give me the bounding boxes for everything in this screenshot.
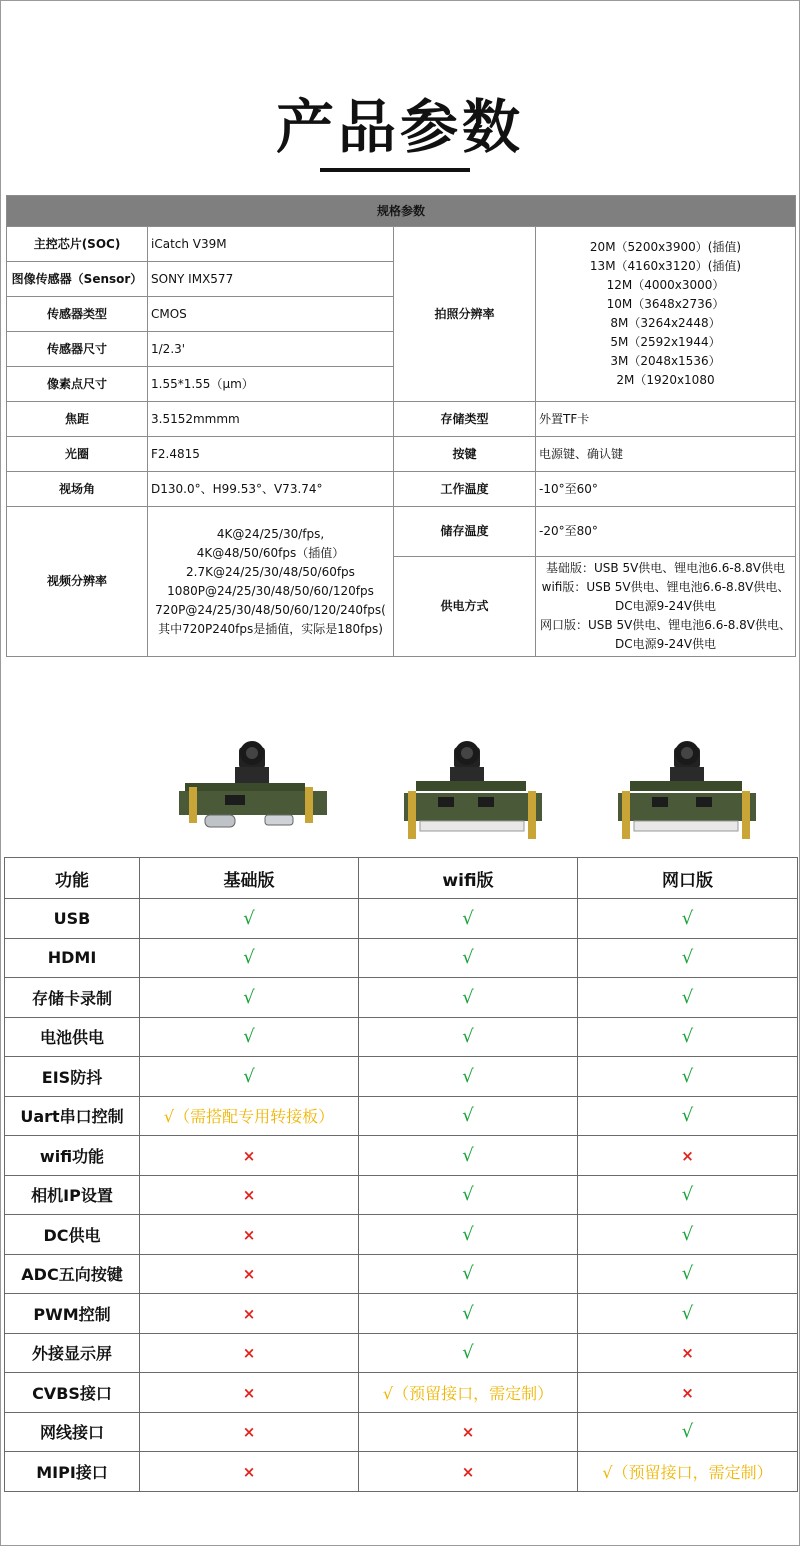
cross-mark: × [242, 1146, 256, 1165]
feature-row [5, 1294, 798, 1334]
video-res-line: 其中720P240fps是插值，实际是180fps) [158, 621, 383, 636]
feature-cell-ethernet [578, 1096, 798, 1136]
check-mark: √ [462, 1105, 474, 1127]
feature-cell-wifi [359, 899, 578, 939]
cross-mark: × [242, 1383, 256, 1402]
video-res-label: 视频分辨率 [7, 507, 148, 657]
feature-cell-ethernet [578, 1136, 798, 1176]
check-mark: √ [681, 907, 694, 929]
soc-value: iCatch V39M [148, 227, 394, 262]
photo-res-line: 20M（5200x3900）(插值) [589, 240, 742, 254]
check-mark: √ [681, 1421, 694, 1443]
feature-name: 相机IP设置 [5, 1175, 140, 1215]
check-mark: √ [243, 1026, 255, 1048]
feature-row [5, 899, 798, 939]
feature-cell-basic [140, 1452, 359, 1492]
video-res-line: 4K@24/25/30/fps, [216, 526, 325, 541]
power-line: wifi版：USB 5V供电、锂电池6.6-8.8V供电、 [541, 580, 790, 594]
page-title: 产品参数 [275, 93, 524, 161]
check-mark: √ [681, 1026, 694, 1048]
check-note: √（预留接口，需定制） [382, 1383, 554, 1403]
spec-table [6, 195, 796, 657]
aperture-value: F2.4815 [148, 437, 394, 472]
check-mark: √ [681, 986, 694, 1008]
feature-cell-basic [140, 1215, 359, 1255]
feature-cell-basic [140, 1294, 359, 1334]
feature-cell-ethernet [578, 1294, 798, 1334]
storage-type-value: 外置TF卡 [536, 402, 796, 437]
feature-row [5, 1373, 798, 1413]
photo-res-label: 拍照分辨率 [394, 227, 536, 402]
feature-row [5, 1452, 798, 1492]
photo-res-line: 3M（2048x1536） [610, 354, 721, 368]
header-wifi: wifi版 [359, 858, 578, 899]
feature-name: ADC五向按键 [5, 1254, 140, 1294]
header-basic: 基础版 [140, 858, 359, 899]
check-mark: √ [681, 1184, 694, 1206]
feature-name: HDMI [5, 938, 140, 978]
feature-name: wifi功能 [5, 1136, 140, 1176]
feature-row [5, 1175, 798, 1215]
check-mark: √ [462, 1184, 474, 1206]
feature-cell-ethernet [578, 1333, 798, 1373]
check-mark: √ [681, 1302, 694, 1324]
photo-res-values [536, 227, 796, 402]
feature-cell-basic [140, 1412, 359, 1452]
cross-mark: × [461, 1423, 475, 1442]
feature-cell-ethernet [578, 1175, 798, 1215]
check-mark: √ [462, 1302, 474, 1324]
feature-cell-ethernet [578, 899, 798, 939]
feature-cell-basic [140, 1333, 359, 1373]
cross-mark: × [681, 1383, 694, 1402]
sensor-size-label: 传感器尺寸 [7, 332, 148, 367]
cross-mark: × [242, 1423, 256, 1442]
feature-cell-basic [140, 1175, 359, 1215]
spec-header: 规格参数 [7, 196, 796, 227]
check-mark: √ [462, 1223, 474, 1245]
cross-mark: × [242, 1186, 256, 1205]
feature-cell-ethernet [578, 1373, 798, 1413]
video-res-line: 720P@24/25/30/48/50/60/120/240fps( [155, 602, 386, 617]
feature-cell-basic [140, 1136, 359, 1176]
video-res-values [148, 507, 394, 657]
photo-res-line: 2M（1920x1080 [616, 373, 715, 387]
photo-res-line: 5M（2592x1944） [610, 335, 721, 349]
pixel-size-label: 像素点尺寸 [7, 367, 148, 402]
feature-cell-wifi [359, 1373, 578, 1413]
video-res-line: 4K@48/50/60fps（插值） [196, 545, 345, 560]
feature-name: CVBS接口 [5, 1373, 140, 1413]
feature-cell-basic [140, 899, 359, 939]
camera-board-basic-image [175, 735, 330, 835]
feature-row [5, 1254, 798, 1294]
feature-name: USB [5, 899, 140, 939]
check-mark: √ [243, 947, 255, 969]
check-mark: √ [243, 1065, 255, 1087]
cross-mark: × [242, 1304, 256, 1323]
feature-cell-wifi [359, 1333, 578, 1373]
cross-mark: × [242, 1344, 256, 1363]
check-mark: √ [681, 1263, 694, 1285]
feature-cell-ethernet [578, 1057, 798, 1097]
check-mark: √ [462, 1342, 474, 1364]
feature-row [5, 1057, 798, 1097]
feature-cell-ethernet [578, 978, 798, 1018]
feature-cell-basic [140, 1017, 359, 1057]
camera-board-wifi-image [398, 735, 548, 845]
feature-row [5, 1136, 798, 1176]
feature-row [5, 1333, 798, 1373]
feature-cell-basic [140, 1057, 359, 1097]
cross-mark: × [242, 1462, 256, 1481]
product-images [0, 735, 800, 845]
power-line: DC电源9-24V供电 [614, 599, 717, 613]
header-feature: 功能 [5, 858, 140, 899]
video-res-line: 1080P@24/25/30/48/50/60/120fps [167, 583, 374, 598]
check-mark: √ [681, 1065, 694, 1087]
feature-cell-wifi [359, 1452, 578, 1492]
camera-board-ethernet-image [612, 735, 762, 845]
storage-type-label: 存储类型 [394, 402, 536, 437]
feature-cell-wifi [359, 1294, 578, 1334]
photo-res-line: 8M（3264x2448） [610, 316, 721, 330]
feature-name: Uart串口控制 [5, 1096, 140, 1136]
feature-header-row [5, 858, 798, 899]
feature-cell-basic [140, 978, 359, 1018]
feature-cell-wifi [359, 1057, 578, 1097]
feature-cell-wifi [359, 1017, 578, 1057]
feature-cell-basic [140, 1373, 359, 1413]
check-note: √（需搭配专用转接板） [163, 1107, 335, 1127]
pixel-size-value: 1.55*1.55（μm） [148, 367, 394, 402]
feature-name: 网线接口 [5, 1412, 140, 1452]
feature-cell-ethernet [578, 1215, 798, 1255]
cross-mark: × [242, 1225, 256, 1244]
feature-cell-basic [140, 938, 359, 978]
power-label: 供电方式 [394, 557, 536, 657]
feature-cell-basic [140, 1096, 359, 1136]
sensor-type-label: 传感器类型 [7, 297, 148, 332]
feature-name: 存储卡录制 [5, 978, 140, 1018]
check-note: √（预留接口，需定制） [602, 1462, 773, 1482]
store-temp-value: -20°至80° [536, 507, 796, 557]
check-mark: √ [462, 1144, 474, 1166]
check-mark: √ [243, 986, 255, 1008]
feature-cell-wifi [359, 978, 578, 1018]
feature-comparison-table [4, 857, 798, 1492]
feature-cell-wifi [359, 1254, 578, 1294]
feature-cell-wifi [359, 1215, 578, 1255]
power-line: 网口版：USB 5V供电、锂电池6.6-8.8V供电、 [540, 618, 791, 632]
feature-name: 电池供电 [5, 1017, 140, 1057]
feature-cell-ethernet [578, 1452, 798, 1492]
focal-label: 焦距 [7, 402, 148, 437]
power-values [536, 557, 796, 657]
feature-cell-ethernet [578, 1412, 798, 1452]
feature-cell-wifi [359, 1136, 578, 1176]
work-temp-value: -10°至60° [536, 472, 796, 507]
feature-cell-ethernet [578, 1017, 798, 1057]
check-mark: √ [681, 1105, 694, 1127]
feature-cell-wifi [359, 1412, 578, 1452]
work-temp-label: 工作温度 [394, 472, 536, 507]
title-underline [320, 168, 470, 172]
sensor-value: SONY IMX577 [148, 262, 394, 297]
cross-mark: × [242, 1265, 256, 1284]
feature-row [5, 978, 798, 1018]
feature-cell-basic [140, 1254, 359, 1294]
aperture-label: 光圈 [7, 437, 148, 472]
feature-row [5, 938, 798, 978]
buttons-label: 按键 [394, 437, 536, 472]
feature-name: 外接显示屏 [5, 1333, 140, 1373]
cross-mark: × [461, 1462, 475, 1481]
check-mark: √ [243, 907, 255, 929]
photo-res-line: 13M（4160x3120）(插值) [589, 259, 742, 273]
video-res-line: 2.7K@24/25/30/48/50/60fps [186, 564, 355, 579]
feature-name: PWM控制 [5, 1294, 140, 1334]
store-temp-label: 储存温度 [394, 507, 536, 557]
header-ethernet: 网口版 [578, 858, 798, 899]
check-mark: √ [462, 1026, 474, 1048]
photo-res-line: 12M（4000x3000） [606, 278, 725, 292]
soc-label: 主控芯片(SOC) [7, 227, 148, 262]
check-mark: √ [462, 907, 474, 929]
check-mark: √ [462, 1263, 474, 1285]
feature-cell-wifi [359, 1096, 578, 1136]
power-line: DC电源9-24V供电 [614, 637, 717, 651]
check-mark: √ [681, 947, 694, 969]
check-mark: √ [462, 947, 474, 969]
feature-cell-ethernet [578, 938, 798, 978]
feature-cell-wifi [359, 1175, 578, 1215]
focal-value: 3.5152mmmm [148, 402, 394, 437]
buttons-value: 电源键、确认键 [536, 437, 796, 472]
photo-res-line: 10M（3648x2736） [606, 297, 725, 311]
feature-name: DC供电 [5, 1215, 140, 1255]
check-mark: √ [462, 986, 474, 1008]
feature-row [5, 1096, 798, 1136]
fov-label: 视场角 [7, 472, 148, 507]
feature-name: MIPI接口 [5, 1452, 140, 1492]
cross-mark: × [681, 1344, 694, 1363]
feature-cell-ethernet [578, 1254, 798, 1294]
sensor-type-value: CMOS [148, 297, 394, 332]
feature-row [5, 1215, 798, 1255]
sensor-size-value: 1/2.3' [148, 332, 394, 367]
cross-mark: × [681, 1146, 694, 1165]
feature-cell-wifi [359, 938, 578, 978]
fov-value: D130.0°、H99.53°、V73.74° [148, 472, 394, 507]
check-mark: √ [462, 1065, 474, 1087]
power-line: 基础版：USB 5V供电、锂电池6.6-8.8V供电 [546, 561, 785, 575]
check-mark: √ [681, 1223, 694, 1245]
feature-name: EIS防抖 [5, 1057, 140, 1097]
feature-row [5, 1017, 798, 1057]
feature-row [5, 1412, 798, 1452]
sensor-label: 图像传感器（Sensor） [7, 262, 148, 297]
